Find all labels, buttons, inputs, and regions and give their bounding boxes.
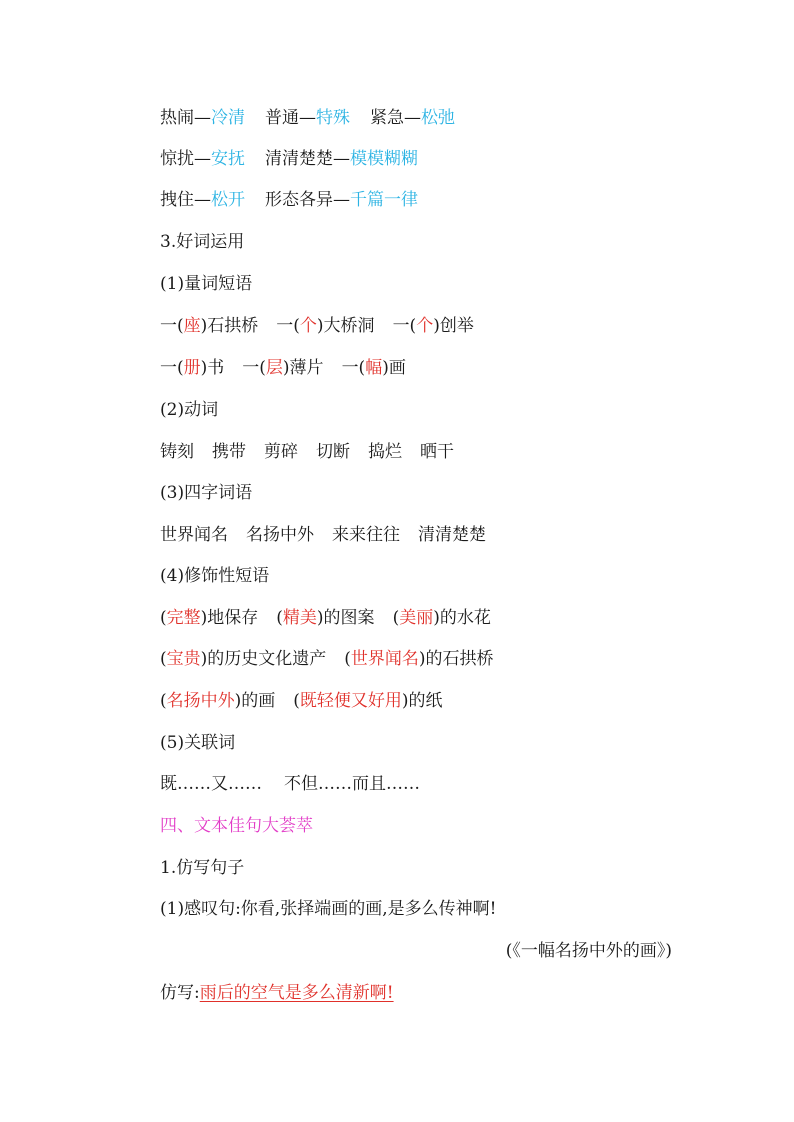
section-heading-sentences: 四、文本佳句大荟萃 bbox=[160, 816, 313, 836]
subheading-verbs: (2)动词 bbox=[160, 400, 219, 420]
list-item: 携带 bbox=[212, 442, 246, 462]
answer-text: 雨后的空气是多么清新啊! bbox=[199, 983, 394, 1003]
modifier-answer: 宝贵 bbox=[166, 649, 201, 669]
answer-label: 仿写: bbox=[160, 983, 200, 1003]
antonym-answer: 千篇一律 bbox=[350, 190, 418, 210]
modifier-answer: 精美 bbox=[282, 608, 317, 628]
modifier-row-2: (宝贵)的历史文化遗产 (世界闻名)的石拱桥 bbox=[160, 649, 494, 669]
subheading-measure-words: (1)量词短语 bbox=[160, 274, 253, 294]
list-item: 捣烂 bbox=[368, 442, 402, 462]
modifier-answer: 完整 bbox=[166, 608, 201, 628]
section-heading-good-words: 3.好词运用 bbox=[160, 232, 245, 252]
measure-row-1: 一(座)石拱桥 一(个)大桥洞 一(个)创举 bbox=[160, 316, 474, 336]
subheading-imitation: 1.仿写句子 bbox=[160, 858, 245, 878]
antonym-answer: 安抚 bbox=[211, 149, 245, 169]
antonym-answer: 冷清 bbox=[211, 108, 245, 128]
list-item: 铸刻 bbox=[160, 442, 194, 462]
antonym-word: 拽住 bbox=[160, 190, 194, 210]
conjunction-list bbox=[160, 773, 420, 795]
list-item: 世界闻名 bbox=[160, 525, 228, 545]
list-item: 清清楚楚 bbox=[418, 525, 486, 545]
verb-list bbox=[160, 441, 454, 463]
antonym-answer: 松开 bbox=[211, 190, 245, 210]
measure-answer: 册 bbox=[183, 358, 201, 378]
antonym-row-1: 热闹—冷清 普通—特殊 紧急—松弛 bbox=[160, 108, 455, 128]
list-item: 剪碎 bbox=[264, 442, 298, 462]
antonym-word: 惊扰 bbox=[160, 149, 194, 169]
subheading-conjunctions: (5)关联词 bbox=[160, 733, 236, 753]
antonym-word: 形态各异 bbox=[265, 190, 333, 210]
modifier-answer: 名扬中外 bbox=[166, 691, 235, 711]
list-item: 名扬中外 bbox=[246, 525, 314, 545]
list-item: 来来往往 bbox=[332, 525, 400, 545]
antonym-word: 普通 bbox=[265, 108, 299, 128]
list-item: 晒干 bbox=[420, 442, 454, 462]
antonym-row-2: 惊扰—安抚 清清楚楚—模模糊糊 bbox=[160, 149, 418, 169]
subheading-four-char: (3)四字词语 bbox=[160, 483, 253, 503]
imitation-answer-line bbox=[160, 982, 394, 1004]
source-citation: (《一幅名扬中外的画》) bbox=[505, 941, 672, 961]
list-item: 不但……而且…… bbox=[284, 774, 420, 794]
measure-answer: 层 bbox=[265, 358, 283, 378]
measure-answer: 座 bbox=[183, 316, 201, 336]
measure-answer: 个 bbox=[416, 316, 434, 336]
list-item: 既……又…… bbox=[160, 774, 262, 794]
antonym-word: 紧急 bbox=[370, 108, 404, 128]
modifier-row-1: (完整)地保存 (精美)的图案 (美丽)的水花 bbox=[160, 608, 491, 628]
four-char-list bbox=[160, 524, 486, 546]
antonym-answer: 特殊 bbox=[316, 108, 350, 128]
modifier-answer: 既轻便又好用 bbox=[299, 691, 402, 711]
antonym-row-3: 拽住—松开 形态各异—千篇一律 bbox=[160, 190, 418, 210]
antonym-answer: 松弛 bbox=[421, 108, 455, 128]
measure-row-2: 一(册)书 一(层)薄片 一(幅)画 bbox=[160, 358, 406, 378]
antonym-answer: 模模糊糊 bbox=[350, 149, 418, 169]
measure-answer: 幅 bbox=[365, 358, 383, 378]
question-exclamation: (1)感叹句:你看,张择端画的画,是多么传神啊! bbox=[160, 899, 497, 919]
antonym-word: 热闹 bbox=[160, 108, 194, 128]
modifier-row-3: (名扬中外)的画 (既轻便又好用)的纸 bbox=[160, 691, 443, 711]
modifier-answer: 世界闻名 bbox=[350, 649, 419, 669]
subheading-modifiers: (4)修饰性短语 bbox=[160, 566, 270, 586]
list-item: 切断 bbox=[316, 442, 350, 462]
measure-answer: 个 bbox=[299, 316, 317, 336]
antonym-word: 清清楚楚 bbox=[265, 149, 333, 169]
modifier-answer: 美丽 bbox=[399, 608, 434, 628]
